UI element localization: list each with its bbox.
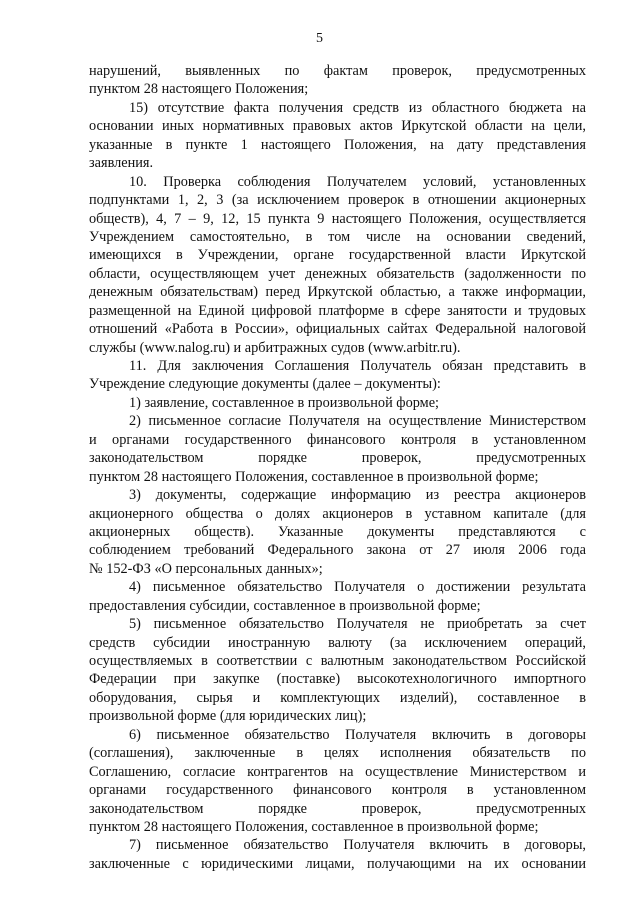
text-line: пунктом 28 настоящего Положения;	[89, 81, 309, 98]
text-line: акционерного общества о долях акционеров в уставном капитале (для	[89, 505, 586, 522]
text-line: осуществляемых в соответствии с валютным законодательством Российской	[89, 653, 586, 669]
text-line: 1) заявление, составленное в произвольной форме;	[129, 394, 440, 411]
text-line: имеющихся в Учреждении, органе государственной власти Иркутской	[89, 247, 586, 264]
text-line: указанные в пункте 1 настоящего Положения, на дату представления	[89, 136, 586, 153]
text-line: 15) отсутствие факта получения средств из областного бюджета на	[129, 99, 586, 116]
text-line: заявления.	[89, 155, 154, 172]
document-body	[89, 62, 586, 873]
text-line: оборудования, сырья и комплектующих изделий), составленное в	[89, 689, 586, 706]
text-line: 6) письменное обязательство Получателя включить в договоры	[129, 726, 586, 743]
text-line: денежным обязательствам) перед Иркутской областью, а также информации,	[89, 284, 586, 301]
text-line: области, осуществляющем учет денежных обязательств (задолженности по	[89, 265, 586, 282]
text-line: пунктом 28 настоящего Положения, составленное в произвольной форме;	[89, 468, 539, 485]
text-line: № 152-ФЗ «О персональных данных»;	[89, 560, 323, 577]
text-line: 3) документы, содержащие информацию из реестра акционеров	[129, 487, 586, 504]
text-line: обществ), 4, 7 – 9, 12, 15 пункта 9 настоящего Положения, осуществляется	[89, 210, 586, 227]
text-line: отношений «Работа в России», официальных сайтах Федеральной налоговой	[89, 321, 586, 338]
text-line: 5) письменное обязательство Получателя не приобретать за счет	[129, 616, 586, 633]
text-line: 4) письменное обязательство Получателя о достижении результата	[129, 579, 586, 596]
text-line: законодательством порядке проверок, предусмотренных	[89, 800, 586, 817]
text-line: основании иных нормативных правовых актов Иркутской области на цели,	[89, 118, 586, 135]
text-line: акционерных обществ). Указанные документы представляются с	[89, 523, 586, 540]
text-line: Федерации при закупке (поставке) высокотехнологичного импортного	[89, 671, 586, 688]
text-line: 2) письменное согласие Получателя на осуществление Министерством	[129, 413, 586, 430]
text-line: средств субсидии иностранную валюту (за исключением операций,	[89, 634, 586, 651]
text-line: соблюдением требований Федерального закона от 27 июля 2006 года	[89, 542, 586, 559]
page-number: 5	[316, 31, 323, 46]
text-line: (соглашения), заключенные в целях исполнения обязательств по	[89, 745, 586, 762]
text-line: подпунктами 1, 2, 3 (за исключением проверок в отношении акционерных	[89, 192, 586, 209]
text-line: 11. Для заключения Соглашения Получатель обязан представить в	[129, 358, 586, 374]
text-line: Соглашению, согласие контрагентов на осуществление Министерством и	[89, 763, 586, 780]
text-line: предоставления субсидии, составленное в произвольной форме;	[89, 597, 481, 614]
text-line: заключенные с юридическими лицами, получающими на их основании	[89, 855, 586, 872]
text-line: пунктом 28 настоящего Положения, составленное в произвольной форме;	[89, 818, 539, 835]
text-line: произвольной форме (для юридических лиц);	[89, 708, 367, 725]
text-line: службы (www.nalog.ru) и арбитражных судов (www.arbitr.ru).	[89, 339, 461, 356]
text-line: Учреждением самостоятельно, в том числе на основании сведений,	[89, 228, 586, 245]
text-line: органами государственного финансового контроля в установленном	[89, 782, 586, 799]
text-line: и органами государственного финансового контроля в установленном	[89, 431, 586, 448]
text-line: законодательством порядке проверок, предусмотренных	[89, 450, 586, 467]
text-line: Учреждение следующие документы (далее – документы):	[89, 376, 441, 393]
text-line: нарушений, выявленных по фактам проверок, предусмотренных	[89, 63, 586, 79]
text-line: 7) письменное обязательство Получателя включить в договоры,	[129, 837, 586, 854]
text-line: 10. Проверка соблюдения Получателем условий, установленных	[129, 173, 586, 190]
text-line: размещенной на Единой цифровой платформе в сфере занятости и трудовых	[89, 302, 586, 319]
